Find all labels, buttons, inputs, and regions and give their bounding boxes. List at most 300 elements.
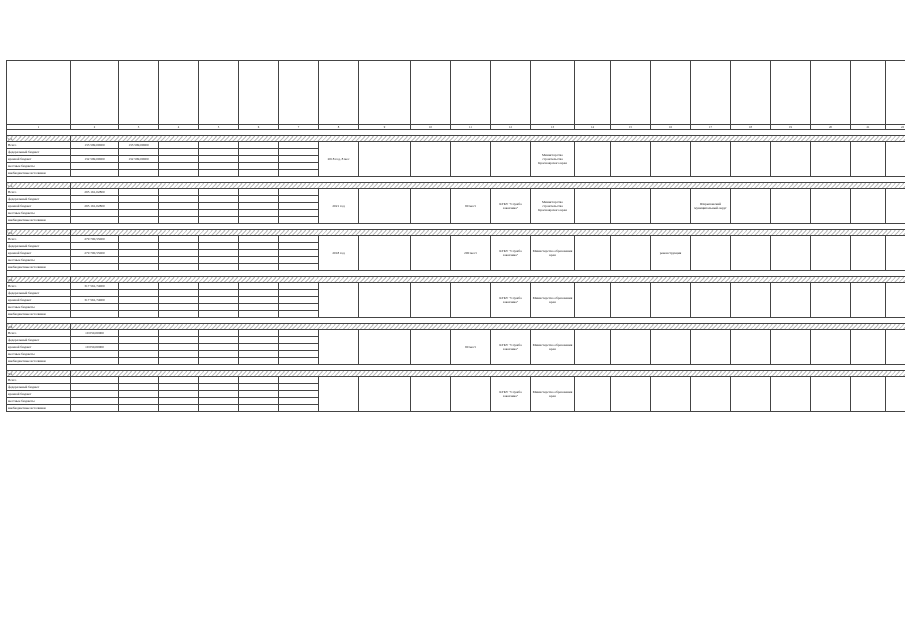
finance-value	[239, 170, 279, 177]
finance-label: федеральный бюджет	[7, 290, 71, 297]
finance-value	[199, 203, 239, 210]
finance-value	[71, 358, 119, 365]
column-number: 12	[491, 125, 531, 130]
finance-value	[239, 297, 279, 304]
mode-cell	[651, 377, 691, 412]
finance-value	[71, 196, 119, 203]
finance-value: 133 599,00000	[71, 142, 119, 149]
finance-value	[159, 297, 199, 304]
column-header	[611, 61, 651, 125]
status-cell	[731, 330, 771, 365]
blank-cell	[771, 142, 811, 177]
item-number: 2.3.	[7, 324, 71, 330]
finance-value	[119, 264, 159, 271]
finance-value	[199, 330, 239, 337]
finance-value	[119, 236, 159, 243]
finance-label: краевой бюджет	[7, 250, 71, 257]
finance-value	[239, 236, 279, 243]
finance-value	[159, 210, 199, 217]
blank-cell	[811, 283, 851, 318]
finance-value	[279, 142, 319, 149]
finance-row	[7, 330, 905, 337]
finance-value	[239, 290, 279, 297]
column-number: 1	[7, 125, 71, 130]
finance-value	[279, 257, 319, 264]
finance-value	[239, 149, 279, 156]
finance-value	[159, 149, 199, 156]
ministry-cell: Министерство образования края	[531, 377, 575, 412]
finance-value	[199, 250, 239, 257]
finance-value	[279, 344, 319, 351]
blank-cell	[811, 189, 851, 224]
finance-value	[159, 250, 199, 257]
finance-value	[71, 257, 119, 264]
cost-cell	[611, 142, 651, 177]
blank-cell	[411, 236, 451, 271]
blank-cell	[851, 283, 886, 318]
finance-label: Всего	[7, 377, 71, 384]
item-number: 3.1.	[7, 371, 71, 377]
column-header	[239, 61, 279, 125]
ministry-cell: Министерство образования края	[531, 236, 575, 271]
finance-label: краевой бюджет	[7, 203, 71, 210]
finance-value	[159, 264, 199, 271]
finance-value	[119, 297, 159, 304]
power-cell	[451, 377, 491, 412]
column-header	[491, 61, 531, 125]
column-number: 7	[279, 125, 319, 130]
finance-value	[159, 163, 199, 170]
finance-value	[199, 398, 239, 405]
finance-value	[119, 163, 159, 170]
finance-value	[239, 405, 279, 412]
finance-value	[119, 243, 159, 250]
cost-cell	[611, 189, 651, 224]
builder-cell	[575, 142, 611, 177]
blank-cell	[771, 283, 811, 318]
blank-cell	[411, 189, 451, 224]
finance-label: федеральный бюджет	[7, 384, 71, 391]
finance-value	[71, 405, 119, 412]
finance-value	[119, 358, 159, 365]
finance-value	[199, 217, 239, 224]
finance-value	[71, 290, 119, 297]
column-number: 10	[411, 125, 451, 130]
finance-value	[199, 189, 239, 196]
finance-value	[159, 189, 199, 196]
finance-value	[199, 304, 239, 311]
finance-value	[279, 297, 319, 304]
finance-label: Всего	[7, 189, 71, 196]
finance-value	[199, 156, 239, 163]
finance-label: федеральный бюджет	[7, 149, 71, 156]
finance-value: 279 700,55000	[71, 250, 119, 257]
finance-value	[239, 196, 279, 203]
column-header	[359, 61, 411, 125]
finance-value	[159, 377, 199, 384]
finance-value	[199, 377, 239, 384]
finance-value	[119, 290, 159, 297]
blank-cell	[411, 377, 451, 412]
column-header	[886, 61, 905, 125]
finance-value	[279, 311, 319, 318]
blank-cell	[886, 330, 905, 365]
finance-label: федеральный бюджет	[7, 196, 71, 203]
finance-value	[199, 170, 239, 177]
finance-value	[239, 163, 279, 170]
finance-value	[159, 330, 199, 337]
blank-cell	[811, 330, 851, 365]
finance-value: 317 561,74000	[71, 297, 119, 304]
finance-value	[199, 384, 239, 391]
finance-value	[239, 283, 279, 290]
finance-value	[71, 351, 119, 358]
column-number: 20	[811, 125, 851, 130]
finance-value	[71, 243, 119, 250]
column-header	[811, 61, 851, 125]
finance-value	[199, 142, 239, 149]
finance-value	[239, 189, 279, 196]
finance-value	[279, 189, 319, 196]
power-cell	[451, 283, 491, 318]
finance-value	[279, 391, 319, 398]
finance-value	[159, 203, 199, 210]
finance-value	[159, 257, 199, 264]
column-number: 11	[451, 125, 491, 130]
finance-value	[119, 330, 159, 337]
finance-value	[159, 156, 199, 163]
finance-value	[119, 351, 159, 358]
finance-value	[71, 149, 119, 156]
blank-cell	[411, 142, 451, 177]
column-header	[651, 61, 691, 125]
blank-cell	[851, 189, 886, 224]
finance-value	[71, 217, 119, 224]
status-cell	[731, 377, 771, 412]
finance-value	[159, 290, 199, 297]
customer-cell	[491, 142, 531, 177]
finance-value	[239, 156, 279, 163]
finance-value	[279, 149, 319, 156]
finance-value	[159, 236, 199, 243]
column-number: 19	[771, 125, 811, 130]
power-cell: 90 мест	[451, 330, 491, 365]
finance-value	[159, 196, 199, 203]
finance-value	[119, 311, 159, 318]
finance-value	[279, 398, 319, 405]
finance-value	[279, 283, 319, 290]
value-cell	[359, 330, 411, 365]
finance-value	[239, 384, 279, 391]
ministry-cell: Министерство образования края	[531, 330, 575, 365]
blank-cell	[411, 283, 451, 318]
finance-value	[71, 337, 119, 344]
finance-value	[119, 250, 159, 257]
finance-value	[159, 243, 199, 250]
finance-value	[279, 156, 319, 163]
period-cell: 2021 год	[319, 189, 359, 224]
cost-cell	[611, 236, 651, 271]
finance-value	[199, 391, 239, 398]
finance-value	[239, 344, 279, 351]
finance-value: 317 561,74000	[71, 283, 119, 290]
ministry-cell: Министерство строительства Красноярского края	[531, 142, 575, 177]
finance-value	[279, 358, 319, 365]
finance-value	[119, 283, 159, 290]
column-number: 6	[239, 125, 279, 130]
status-cell	[731, 236, 771, 271]
column-header	[731, 61, 771, 125]
column-header	[451, 61, 491, 125]
column-number: 16	[651, 125, 691, 130]
period-cell	[319, 377, 359, 412]
finance-value	[279, 196, 319, 203]
finance-label: краевой бюджет	[7, 156, 71, 163]
finance-value	[159, 283, 199, 290]
column-number: 8	[319, 125, 359, 130]
finance-value	[199, 358, 239, 365]
finance-value	[279, 264, 319, 271]
finance-value	[239, 250, 279, 257]
finance-value	[199, 236, 239, 243]
finance-value	[119, 405, 159, 412]
status-cell	[731, 189, 771, 224]
period-cell	[319, 330, 359, 365]
area-cell	[691, 283, 731, 318]
finance-value	[159, 398, 199, 405]
finance-value	[119, 398, 159, 405]
finance-label: краевой бюджет	[7, 344, 71, 351]
column-header	[7, 61, 71, 125]
finance-value	[71, 210, 119, 217]
finance-value	[119, 344, 159, 351]
value-cell	[359, 189, 411, 224]
finance-label: краевой бюджет	[7, 297, 71, 304]
finance-value	[159, 391, 199, 398]
customer-cell: КГКУ "Служба заказчика"	[491, 189, 531, 224]
finance-value	[239, 358, 279, 365]
finance-value	[119, 377, 159, 384]
finance-row	[7, 142, 905, 149]
finance-value	[279, 405, 319, 412]
finance-value	[239, 351, 279, 358]
ministry-cell: Министерство строительства Красноярского края	[531, 189, 575, 224]
customer-cell: КГКУ "Служба заказчика"	[491, 377, 531, 412]
finance-label: внебюджетные источники	[7, 358, 71, 365]
column-number: 3	[119, 125, 159, 130]
finance-label: внебюджетные источники	[7, 217, 71, 224]
finance-row	[7, 189, 905, 196]
mode-cell: реконструкция	[651, 236, 691, 271]
finance-label: Всего	[7, 142, 71, 149]
period-cell: 2018 год, 8 мес	[319, 142, 359, 177]
builder-cell	[575, 377, 611, 412]
finance-value: 132 599,00000	[71, 156, 119, 163]
finance-value	[239, 337, 279, 344]
finance-value	[119, 337, 159, 344]
column-header	[771, 61, 811, 125]
finance-label: местные бюджеты	[7, 351, 71, 358]
column-header	[691, 61, 731, 125]
column-number: 17	[691, 125, 731, 130]
finance-value	[159, 170, 199, 177]
finance-value	[279, 236, 319, 243]
finance-value: 133 599,00000	[119, 142, 159, 149]
column-header	[279, 61, 319, 125]
finance-value	[199, 210, 239, 217]
blank-cell	[771, 377, 811, 412]
customer-cell: КГКУ "Служба заказчика"	[491, 330, 531, 365]
finance-value	[199, 290, 239, 297]
column-header	[531, 61, 575, 125]
finance-value	[71, 264, 119, 271]
area-cell	[691, 236, 731, 271]
finance-value	[159, 405, 199, 412]
finance-value	[71, 304, 119, 311]
finance-value	[279, 163, 319, 170]
finance-value	[159, 358, 199, 365]
finance-value	[199, 264, 239, 271]
finance-value	[119, 391, 159, 398]
column-number: 15	[611, 125, 651, 130]
blank-cell	[886, 377, 905, 412]
finance-value	[279, 217, 319, 224]
blank-cell	[886, 142, 905, 177]
finance-row	[7, 283, 905, 290]
column-header	[319, 61, 359, 125]
finance-value	[71, 398, 119, 405]
value-cell	[359, 377, 411, 412]
register-table	[6, 60, 905, 412]
finance-value	[119, 196, 159, 203]
finance-label: федеральный бюджет	[7, 243, 71, 250]
finance-value	[71, 377, 119, 384]
period-cell: 2018 год	[319, 236, 359, 271]
finance-value	[279, 384, 319, 391]
cost-cell	[611, 377, 651, 412]
area-cell: Шарыповский муниципальный округ	[691, 189, 731, 224]
finance-value	[239, 377, 279, 384]
finance-value	[279, 377, 319, 384]
finance-value	[279, 304, 319, 311]
finance-value	[199, 351, 239, 358]
column-header	[411, 61, 451, 125]
finance-value	[239, 142, 279, 149]
column-number: 18	[731, 125, 771, 130]
finance-value	[71, 391, 119, 398]
finance-value	[279, 290, 319, 297]
blank-cell	[771, 236, 811, 271]
finance-value	[199, 257, 239, 264]
blank-cell	[851, 330, 886, 365]
column-header	[199, 61, 239, 125]
blank-cell	[811, 142, 851, 177]
finance-value	[199, 149, 239, 156]
finance-value	[199, 344, 239, 351]
finance-label: местные бюджеты	[7, 304, 71, 311]
finance-value	[239, 264, 279, 271]
finance-value	[279, 210, 319, 217]
finance-value	[119, 189, 159, 196]
finance-label: Всего	[7, 330, 71, 337]
finance-value	[199, 337, 239, 344]
blank-cell	[886, 236, 905, 271]
finance-value	[239, 217, 279, 224]
finance-label: местные бюджеты	[7, 210, 71, 217]
finance-value	[159, 142, 199, 149]
column-number: 5	[199, 125, 239, 130]
blank-cell	[886, 283, 905, 318]
period-cell	[319, 283, 359, 318]
value-cell	[359, 283, 411, 318]
value-cell	[359, 142, 411, 177]
finance-value	[279, 170, 319, 177]
column-number: 22	[886, 125, 905, 130]
blank-cell	[811, 236, 851, 271]
finance-label: внебюджетные источники	[7, 264, 71, 271]
finance-value	[159, 304, 199, 311]
finance-value	[199, 311, 239, 318]
finance-value	[239, 398, 279, 405]
blank-cell	[771, 189, 811, 224]
finance-value	[239, 391, 279, 398]
finance-value	[159, 351, 199, 358]
area-cell	[691, 377, 731, 412]
finance-label: внебюджетные источники	[7, 170, 71, 177]
finance-value	[199, 163, 239, 170]
finance-value	[199, 243, 239, 250]
finance-value	[279, 351, 319, 358]
finance-value: 295 161,02800	[71, 203, 119, 210]
ministry-cell: Министерство образования края	[531, 283, 575, 318]
finance-value: 295 161,02800	[71, 189, 119, 196]
finance-value: 19 050,00000	[71, 330, 119, 337]
blank-cell	[851, 236, 886, 271]
header-row	[7, 61, 905, 125]
blank-cell	[886, 189, 905, 224]
blank-cell	[411, 330, 451, 365]
customer-cell: КГКУ "Служба заказчика"	[491, 283, 531, 318]
finance-value	[199, 297, 239, 304]
customer-cell: КГКУ "Служба заказчика"	[491, 236, 531, 271]
column-header	[159, 61, 199, 125]
finance-value	[239, 203, 279, 210]
finance-value	[159, 384, 199, 391]
finance-value	[71, 311, 119, 318]
finance-value	[239, 210, 279, 217]
finance-label: местные бюджеты	[7, 257, 71, 264]
finance-value	[199, 405, 239, 412]
column-header	[575, 61, 611, 125]
column-number: 4	[159, 125, 199, 130]
finance-value	[239, 257, 279, 264]
area-cell	[691, 142, 731, 177]
finance-label: краевой бюджет	[7, 391, 71, 398]
finance-value	[199, 196, 239, 203]
column-number: 2	[71, 125, 119, 130]
finance-value	[239, 330, 279, 337]
finance-value	[159, 217, 199, 224]
finance-value	[119, 210, 159, 217]
column-header	[119, 61, 159, 125]
finance-label: федеральный бюджет	[7, 337, 71, 344]
power-cell	[451, 142, 491, 177]
power-cell: 90 мест	[451, 189, 491, 224]
finance-value	[71, 384, 119, 391]
mode-cell	[651, 283, 691, 318]
item-number: 1.1.	[7, 183, 71, 189]
finance-value	[119, 170, 159, 177]
